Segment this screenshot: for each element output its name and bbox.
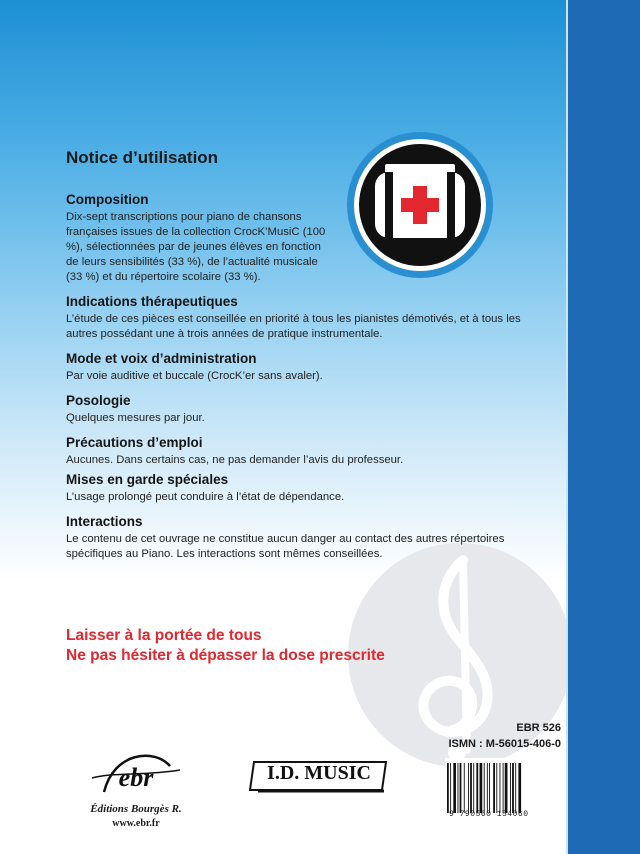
barcode-bar xyxy=(447,763,449,813)
publisher-url: www.ebr.fr xyxy=(112,818,160,829)
section-text: Quelques mesures par jour. xyxy=(66,412,205,424)
barcode-bar xyxy=(512,763,514,813)
barcode-bar xyxy=(484,763,485,813)
barcode-bar xyxy=(496,763,497,813)
section-mises-en-garde xyxy=(66,472,536,505)
barcode-bar xyxy=(458,763,459,813)
ebr-logo xyxy=(84,742,188,800)
warning-block xyxy=(66,626,385,666)
ebr-logo-text: ebr xyxy=(118,763,154,792)
ismn-code: ISMN : M-56015-406-0 xyxy=(448,738,561,750)
barcode-bar xyxy=(500,763,501,813)
barcode-bar xyxy=(505,763,508,813)
section-heading: Mode et voix d’administration xyxy=(66,351,257,366)
section-indications xyxy=(66,294,536,342)
notice-sections xyxy=(66,192,521,571)
barcode-bar xyxy=(489,763,490,813)
barcode-number: 9 790560 154060 xyxy=(449,810,529,819)
barcode-bar xyxy=(470,763,472,813)
barcode-bar xyxy=(460,763,462,813)
barcode-bar xyxy=(503,763,504,813)
barcode xyxy=(445,758,563,818)
section-text: Le contenu de cet ouvrage ne constitue aucun danger au contact des autres répertoires spécifiques au Piano. Les interactions sont mêmes conseillées. xyxy=(66,533,505,560)
publisher-name: Éditions Bourgès R. xyxy=(90,803,182,815)
section-text: L’usage prolongé peut conduire à l’état de dépendance. xyxy=(66,491,345,503)
section-text: Aucunes. Dans certains cas, ne pas demander l’avis du professeur. xyxy=(66,454,404,466)
barcode-bar xyxy=(468,763,469,813)
book-spine xyxy=(568,0,640,854)
warning-line: Ne pas hésiter à dépasser la dose prescrite xyxy=(66,647,385,664)
section-heading: Indications thérapeutiques xyxy=(66,294,238,309)
section-mode xyxy=(66,351,536,384)
catalog-ref: EBR 526 xyxy=(516,722,561,734)
barcode-bar xyxy=(464,763,465,813)
barcode-bar xyxy=(518,763,521,813)
barcode-bar xyxy=(487,763,488,813)
section-posologie xyxy=(66,393,536,426)
barcode-bar xyxy=(480,763,483,813)
section-precautions xyxy=(66,435,536,468)
section-text: L’étude de ces pièces est conseillée en priorité à tous les pianistes démotivés, et à tous les autres possédant une à trois années de pratique instrumentale. xyxy=(66,313,521,340)
section-interactions xyxy=(66,514,536,562)
barcode-bar xyxy=(515,763,516,813)
notice-title: Notice d’utilisation xyxy=(66,148,219,167)
section-heading: Mises en garde spéciales xyxy=(66,472,229,487)
warning-line: Laisser à la portée de tous xyxy=(66,627,262,644)
barcode-bar xyxy=(510,763,511,813)
section-heading: Précautions d’emploi xyxy=(66,435,203,450)
section-heading: Posologie xyxy=(66,393,131,408)
section-composition xyxy=(66,192,486,285)
barcode-bar xyxy=(493,763,495,813)
section-text: Dix-sept transcriptions pour piano de chansons françaises issues de la collection CrocK’MusiC (100 %), sélectionnées par de jeunes élèves en fonction de leurs sensibilités (33 %), de l’actualité musicale (33 %) et du répertoire scolaire (33 %). xyxy=(66,211,326,283)
id-music-logo: I.D. MUSIC xyxy=(267,762,371,784)
barcode-bar xyxy=(453,763,456,813)
section-heading: Composition xyxy=(66,192,149,207)
section-heading: Interactions xyxy=(66,514,143,529)
barcode-bar xyxy=(476,763,478,813)
section-text: Par voie auditive et buccale (CrocK’er sans avaler). xyxy=(66,370,323,382)
barcode-bar xyxy=(473,763,474,813)
barcode-bar xyxy=(450,763,451,813)
